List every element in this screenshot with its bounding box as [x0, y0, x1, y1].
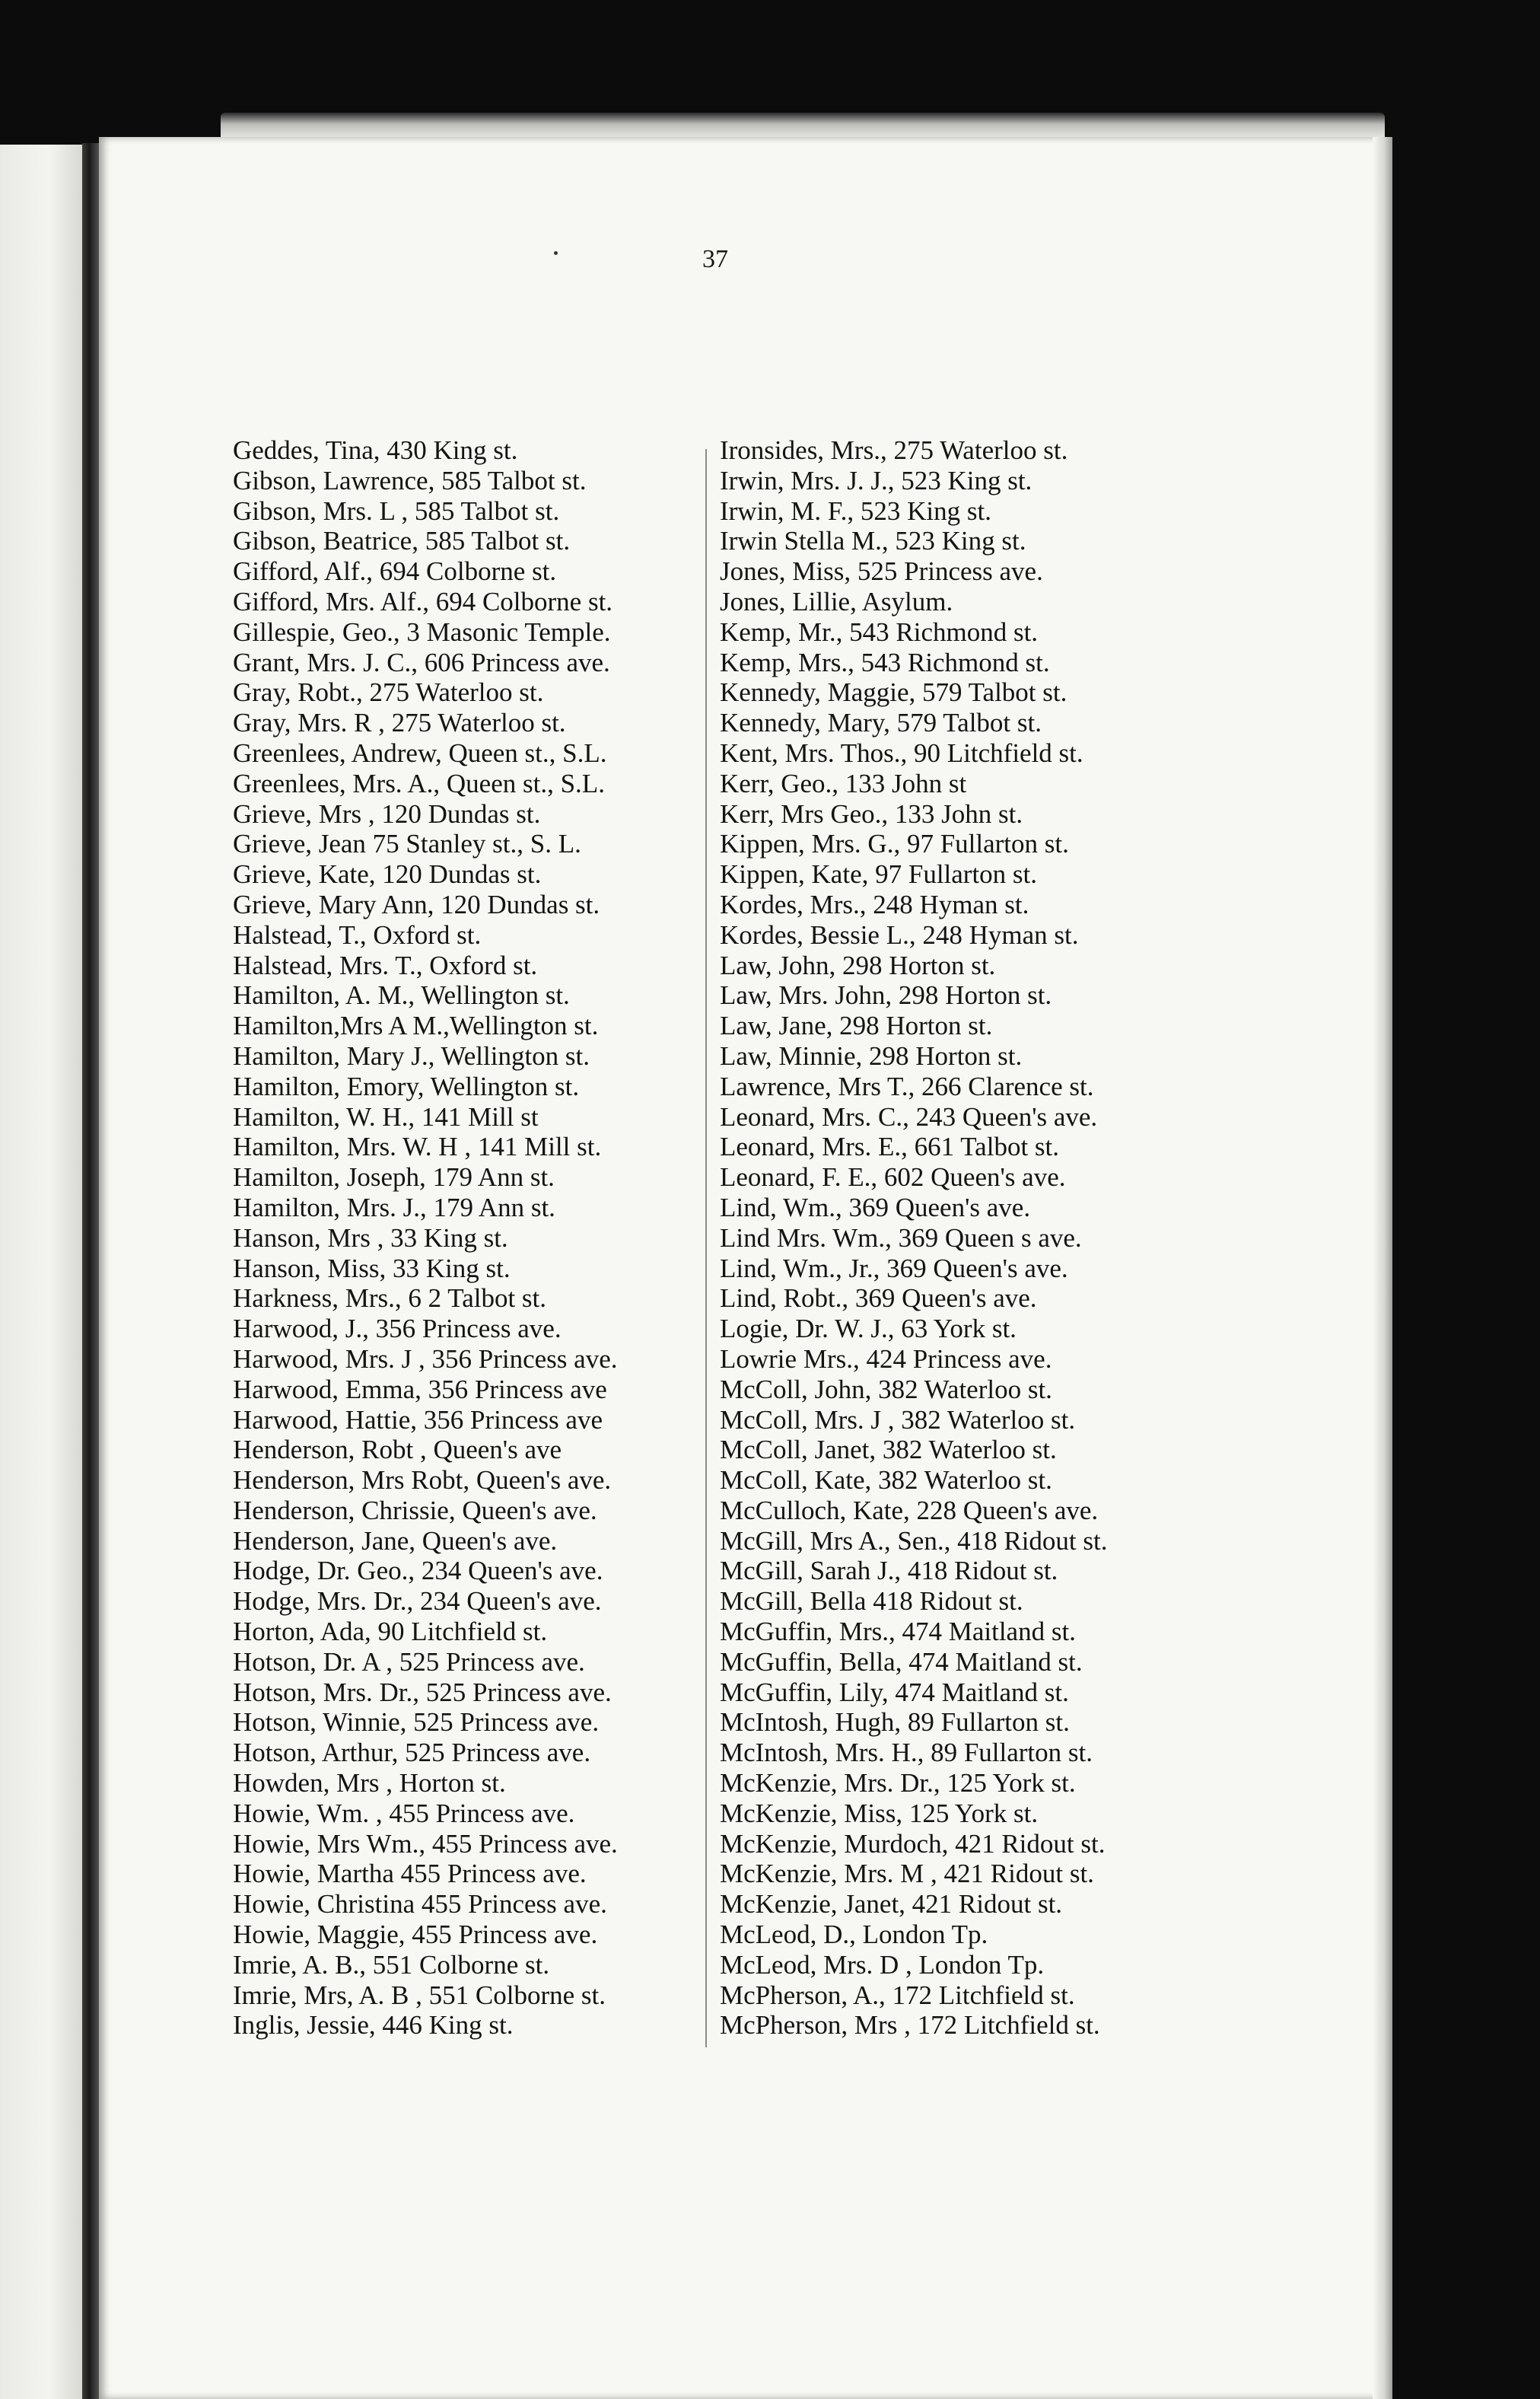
directory-entry: McKenzie, Miss, 125 York st.	[720, 1798, 1039, 1828]
directory-entry: Law, Mrs. John, 298 Horton st.	[720, 980, 1052, 1011]
directory-entry: Harwood, J., 356 Princess ave.	[233, 1314, 562, 1344]
directory-entry: Horton, Ada, 90 Litchfield st.	[233, 1617, 548, 1647]
directory-entry: Hamilton, Mrs. W. H , 141 Mill st.	[233, 1132, 602, 1162]
directory-entry: Law, Minnie, 298 Horton st.	[720, 1040, 1023, 1071]
directory-entry: McColl, John, 382 Waterloo st.	[720, 1374, 1052, 1404]
directory-entry: Gifford, Mrs. Alf., 694 Colborne st.	[233, 586, 613, 616]
directory-entry: Harkness, Mrs., 6 2 Talbot st.	[233, 1283, 547, 1314]
directory-entry: McLeod, Mrs. D , London Tp.	[720, 1949, 1045, 1980]
directory-entry: Gibson, Lawrence, 585 Talbot st.	[233, 465, 587, 495]
page-top-edge	[221, 113, 1385, 139]
directory-entry: Leonard, Mrs. C., 243 Queen's ave.	[720, 1101, 1098, 1132]
directory-entry: Greenlees, Andrew, Queen st., S.L.	[233, 738, 607, 768]
directory-entry: Hodge, Dr. Geo., 234 Queen's ave.	[233, 1556, 603, 1586]
directory-entry: Harwood, Mrs. J , 356 Princess ave.	[233, 1343, 618, 1374]
directory-entry: Kerr, Geo., 133 John st	[720, 768, 967, 798]
page-number: 37	[702, 245, 728, 273]
directory-entry: Howie, Christina 455 Princess ave.	[233, 1889, 607, 1920]
directory-entry: Ironsides, Mrs., 275 Waterloo st.	[720, 435, 1068, 465]
directory-entry: Halstead, T., Oxford st.	[233, 919, 482, 950]
left-page-edge	[0, 145, 82, 2399]
directory-entry: Hotson, Winnie, 525 Princess ave.	[233, 1707, 600, 1738]
directory-entry: Lind, Wm., 369 Queen's ave.	[720, 1192, 1031, 1222]
directory-entry: Gray, Mrs. R , 275 Waterloo st.	[233, 708, 566, 738]
directory-entry: Hamilton, Mrs. J., 179 Ann st.	[233, 1192, 555, 1222]
directory-entry: Irwin Stella M., 523 King st.	[720, 526, 1026, 556]
directory-entry: Kippen, Mrs. G., 97 Fullarton st.	[720, 829, 1069, 859]
directory-entry: Gibson, Beatrice, 585 Talbot st.	[233, 526, 571, 556]
directory-entry: Grieve, Jean 75 Stanley st., S. L.	[233, 829, 581, 859]
directory-column-left	[233, 435, 702, 2041]
directory-entry: Harwood, Emma, 356 Princess ave	[233, 1374, 607, 1404]
directory-entry: Gillespie, Geo., 3 Masonic Temple.	[233, 616, 611, 647]
directory-entry: Gifford, Alf., 694 Colborne st.	[233, 556, 557, 587]
directory-entry: Lind Mrs. Wm., 369 Queen s ave.	[720, 1222, 1082, 1253]
directory-entry: McPherson, Mrs , 172 Litchfield st.	[720, 2010, 1100, 2041]
directory-entry: Gibson, Mrs. L , 585 Talbot st.	[233, 495, 560, 526]
directory-entry: Leonard, Mrs. E., 661 Talbot st.	[720, 1132, 1060, 1162]
directory-entry: McKenzie, Mrs. M , 421 Ridout st.	[720, 1859, 1094, 1889]
directory-entry: Kerr, Mrs Geo., 133 John st.	[720, 798, 1023, 829]
directory-entry: Henderson, Chrissie, Queen's ave.	[233, 1495, 597, 1525]
column-divider	[705, 449, 707, 2047]
directory-entry: Gray, Robt., 275 Waterloo st.	[233, 677, 544, 708]
directory-entry: Lind, Robt., 369 Queen's ave.	[720, 1283, 1037, 1314]
directory-entry: Grieve, Kate, 120 Dundas st.	[233, 859, 542, 890]
directory-entry: Hotson, Arthur, 525 Princess ave.	[233, 1738, 591, 1768]
directory-entry: Howie, Wm. , 455 Princess ave.	[233, 1798, 575, 1828]
directory-entry: Kordes, Mrs., 248 Hyman st.	[720, 889, 1029, 919]
directory-entry: Howie, Martha 455 Princess ave.	[233, 1859, 587, 1889]
directory-entry: McGuffin, Mrs., 474 Maitland st.	[720, 1617, 1076, 1647]
directory-entry: Hamilton, Joseph, 179 Ann st.	[233, 1162, 555, 1193]
directory-entry: Howden, Mrs , Horton st.	[233, 1768, 506, 1798]
directory-entry: McLeod, D., London Tp.	[720, 1920, 988, 1950]
directory-entry: Hanson, Mrs , 33 King st.	[233, 1222, 508, 1253]
directory-entry: McGill, Bella 418 Ridout st.	[720, 1586, 1023, 1617]
directory-entry: Grant, Mrs. J. C., 606 Princess ave.	[233, 647, 610, 677]
directory-entry: Kemp, Mr., 543 Richmond st.	[720, 616, 1039, 647]
directory-entry: Geddes, Tina, 430 King st.	[233, 435, 518, 465]
directory-entry: McIntosh, Mrs. H., 89 Fullarton st.	[720, 1738, 1093, 1768]
directory-entry: Irwin, M. F., 523 King st.	[720, 495, 991, 526]
directory-entry: Kordes, Bessie L., 248 Hyman st.	[720, 919, 1079, 950]
directory-entry: Henderson, Jane, Queen's ave.	[233, 1525, 558, 1556]
directory-entry: McColl, Kate, 382 Waterloo st.	[720, 1465, 1052, 1496]
directory-entry: Hotson, Dr. A , 525 Princess ave.	[233, 1646, 585, 1677]
directory-entry: Lawrence, Mrs T., 266 Clarence st.	[720, 1071, 1094, 1101]
directory-entry: Hamilton,Mrs A M.,Wellington st.	[233, 1011, 599, 1041]
directory-entry: Imrie, Mrs, A. B , 551 Colborne st.	[233, 1980, 606, 2010]
directory-entry: Harwood, Hattie, 356 Princess ave	[233, 1404, 603, 1435]
directory-entry: Logie, Dr. W. J., 63 York st.	[720, 1314, 1017, 1344]
directory-entry: Hotson, Mrs. Dr., 525 Princess ave.	[233, 1677, 612, 1707]
directory-entry: Grieve, Mrs , 120 Dundas st.	[233, 798, 541, 829]
directory-entry: Hamilton, W. H., 141 Mill st	[233, 1101, 539, 1132]
directory-entry: Leonard, F. E., 602 Queen's ave.	[720, 1162, 1066, 1193]
directory-entry: Imrie, A. B., 551 Colborne st.	[233, 1949, 550, 1980]
directory-entry: McGill, Mrs A., Sen., 418 Ridout st.	[720, 1525, 1108, 1556]
directory-entry: Jones, Miss, 525 Princess ave.	[720, 556, 1043, 587]
directory-entry: Hanson, Miss, 33 King st.	[233, 1253, 511, 1283]
directory-entry: Kemp, Mrs., 543 Richmond st.	[720, 647, 1050, 677]
directory-entry: McColl, Mrs. J , 382 Waterloo st.	[720, 1404, 1076, 1435]
directory-entry: Law, John, 298 Horton st.	[720, 950, 996, 980]
directory-entry: McIntosh, Hugh, 89 Fullarton st.	[720, 1707, 1070, 1738]
directory-entry: Hamilton, Emory, Wellington st.	[233, 1071, 580, 1101]
directory-entry: Jones, Lillie, Asylum.	[720, 586, 953, 616]
directory-entry: Kennedy, Mary, 579 Talbot st.	[720, 708, 1042, 738]
directory-entry: Kennedy, Maggie, 579 Talbot st.	[720, 677, 1068, 708]
directory-entry: Howie, Mrs Wm., 455 Princess ave.	[233, 1828, 618, 1859]
directory-entry: Hamilton, Mary J., Wellington st.	[233, 1040, 590, 1071]
directory-entry: Hamilton, A. M., Wellington st.	[233, 980, 570, 1011]
directory-entry: McCulloch, Kate, 228 Queen's ave.	[720, 1495, 1099, 1525]
book-gutter	[82, 143, 100, 2399]
directory-entry: Henderson, Mrs Robt, Queen's ave.	[233, 1465, 612, 1496]
directory-entry: Halstead, Mrs. T., Oxford st.	[233, 950, 538, 980]
directory-entry: McKenzie, Murdoch, 421 Ridout st.	[720, 1828, 1106, 1859]
directory-entry: Hodge, Mrs. Dr., 234 Queen's ave.	[233, 1586, 602, 1617]
directory-entry: McColl, Janet, 382 Waterloo st.	[720, 1435, 1057, 1465]
directory-entry: McKenzie, Mrs. Dr., 125 York st.	[720, 1768, 1076, 1798]
directory-entry: McPherson, A., 172 Litchfield st.	[720, 1980, 1075, 2010]
directory-entry: Law, Jane, 298 Horton st.	[720, 1011, 993, 1041]
directory-entry: McGuffin, Lily, 474 Maitland st.	[720, 1677, 1069, 1707]
ink-speck	[554, 251, 558, 255]
directory-entry: Kent, Mrs. Thos., 90 Litchfield st.	[720, 738, 1083, 768]
directory-entry: McGill, Sarah J., 418 Ridout st.	[720, 1556, 1058, 1586]
directory-entry: Lowrie Mrs., 424 Princess ave.	[720, 1343, 1052, 1374]
directory-entry: Howie, Maggie, 455 Princess ave.	[233, 1920, 598, 1950]
directory-entry: Lind, Wm., Jr., 369 Queen's ave.	[720, 1253, 1068, 1283]
directory-entry: Kippen, Kate, 97 Fullarton st.	[720, 859, 1038, 890]
directory-entry: Grieve, Mary Ann, 120 Dundas st.	[233, 889, 600, 919]
directory-entry: Inglis, Jessie, 446 King st.	[233, 2010, 514, 2041]
directory-entry: Henderson, Robt , Queen's ave	[233, 1435, 562, 1465]
directory-entry: McKenzie, Janet, 421 Ridout st.	[720, 1889, 1063, 1920]
directory-entry: Greenlees, Mrs. A., Queen st., S.L.	[233, 768, 605, 798]
directory-column-right	[720, 435, 1199, 2041]
directory-entry: McGuffin, Bella, 474 Maitland st.	[720, 1646, 1083, 1677]
directory-entry: Irwin, Mrs. J. J., 523 King st.	[720, 465, 1032, 495]
